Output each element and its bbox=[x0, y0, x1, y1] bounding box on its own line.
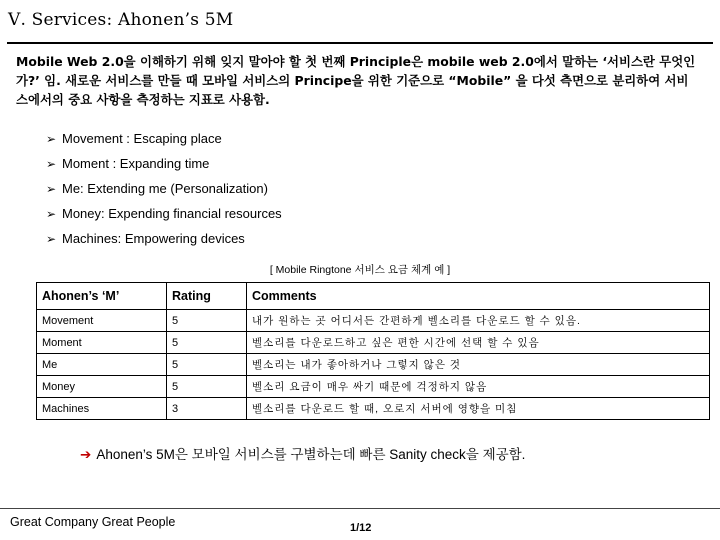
arrow-bullet-icon: ➢ bbox=[46, 182, 57, 196]
comment-cell: 벨소리 요금이 매우 싸기 때문에 걱정하지 않음 bbox=[247, 376, 710, 398]
table-row bbox=[37, 354, 710, 376]
comment-cell: 내가 원하는 곳 어디서든 간편하게 벨소리를 다운로드 할 수 있음. bbox=[247, 310, 710, 332]
rating-cell: 5 bbox=[167, 310, 247, 332]
header-cell: Rating bbox=[167, 283, 247, 310]
title-divider bbox=[7, 42, 713, 44]
right-arrow-icon: ➔ bbox=[80, 447, 92, 462]
footer-divider bbox=[0, 508, 720, 509]
rating-cell: 5 bbox=[167, 376, 247, 398]
comment-cell: 벨소리를 다운로드 할 때, 오로지 서버에 영향을 미침 bbox=[247, 398, 710, 420]
rating-cell: 5 bbox=[167, 332, 247, 354]
header-cell: Comments bbox=[247, 283, 710, 310]
m-cell: Machines bbox=[37, 398, 167, 420]
arrow-bullet-icon: ➢ bbox=[46, 207, 57, 221]
list-item: ➢ Me: Extending me (Personalization) bbox=[46, 181, 268, 196]
intro-paragraph: Mobile Web 2.0을 이해하기 위해 잊지 말아야 할 첫 번째 Principle은 mobile web 2.0에서 말하는 ‘서비스란 무엇인가?’ 임. 새로운 서비스를 만들 때 모바일 서비스의 Principe을 위한 기준으로 “Mobile” 을 다섯 측면으로 분리하여 서비스에서의 중요 사항을 측정하는 지표로 사용함. bbox=[16, 54, 696, 107]
footer-slogan: Great Company Great People bbox=[10, 515, 176, 529]
table-row bbox=[37, 398, 710, 420]
principle-list bbox=[46, 130, 282, 255]
arrow-bullet-icon: ➢ bbox=[46, 232, 57, 246]
m-cell: Me bbox=[37, 354, 167, 376]
table-row bbox=[37, 376, 710, 398]
comment-cell: 벨소리는 내가 좋아하거나 그렇지 않은 것 bbox=[247, 354, 710, 376]
rating-cell: 3 bbox=[167, 398, 247, 420]
table-row bbox=[37, 332, 710, 354]
table-row bbox=[37, 310, 710, 332]
page-number: 1/12 bbox=[350, 522, 372, 534]
m-cell: Movement bbox=[37, 310, 167, 332]
list-item: ➢ Machines: Empowering devices bbox=[46, 231, 245, 246]
m-cell: Moment bbox=[37, 332, 167, 354]
header-cell: Ahonen’s ‘M’ bbox=[37, 283, 167, 310]
table-caption: [ Mobile Ringtone 서비스 요금 체계 예 ] bbox=[269, 264, 451, 276]
m-cell: Money bbox=[37, 376, 167, 398]
rating-cell: 5 bbox=[167, 354, 247, 376]
list-item: ➢ Moment : Expanding time bbox=[46, 156, 210, 171]
comment-cell: 벨소리를 다운로드하고 싶은 편한 시간에 선택 할 수 있음 bbox=[247, 332, 710, 354]
table-header-row bbox=[37, 283, 710, 310]
list-item: ➢ Money: Expending financial resources bbox=[46, 206, 282, 221]
slide-title: Ⅴ. Services: Ahonen’s 5M bbox=[8, 10, 234, 30]
list-item: ➢ Movement : Escaping place bbox=[46, 131, 222, 146]
ringtone-5m-table bbox=[36, 282, 710, 420]
arrow-bullet-icon: ➢ bbox=[46, 132, 57, 146]
arrow-bullet-icon: ➢ bbox=[46, 157, 57, 171]
conclusion-text: Ahonen’s 5M은 모바일 서비스를 구별하는데 빠른 Sanity check을 제공함. bbox=[96, 447, 526, 462]
conclusion-line bbox=[80, 443, 525, 463]
